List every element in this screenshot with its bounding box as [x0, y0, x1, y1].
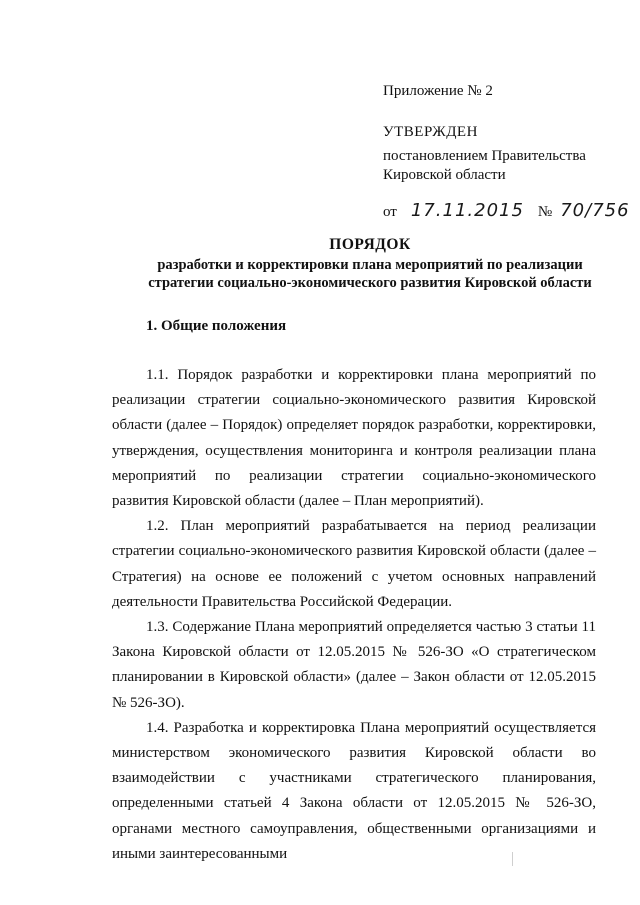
title-main: ПОРЯДОК [329, 236, 411, 253]
paragraph-1-2: 1.2. План мероприятий разрабатывается на период реализации стратегии социально-экономического развития Кировской области (далее – Стратегия) на основе ее положений с учетом основных направлений деятельности Правительства Российской Федерации. [112, 518, 596, 610]
decree-text: постановлением Правительства Кировской области [383, 148, 586, 183]
section-heading: 1. Общие положения [146, 318, 287, 334]
date-prefix: от [383, 204, 397, 220]
number-sign: № [537, 204, 553, 220]
approval-block [383, 82, 630, 222]
paragraph-1-1: 1.1. Порядок разработки и корректировки плана мероприятий по реализации стратегии социально-экономического развития Кировской области (далее – Порядок) определяет порядок разработки, корректировки, утверждения, осуществления мониторинга и контроля реализации плана мероприятий по реализации стратегии социально-экономического развития Кировской области (далее – План мероприятий). [112, 367, 596, 510]
title-subtitle-line-1: разработки и корректировки плана мероприятий по реализации [157, 257, 583, 273]
annex-label: Приложение № 2 [383, 83, 493, 99]
paragraph-1-4: 1.4. Разработка и корректировка Плана мероприятий осуществляется министерством экономического развития Кировской области во взаимодействии с участниками стратегического планирования, определенными статьей 4 Закона области от 12.05.2015 № 526-ЗО, органами местного самоуправления, общественными организациями и иными заинтересованными [112, 719, 596, 862]
title-subtitle-line-2: стратегии социально-экономического развития Кировской области [148, 275, 592, 291]
scan-mark [512, 852, 513, 866]
document-title [90, 236, 640, 292]
body-text [112, 363, 596, 867]
handwritten-date: 17.11.2015 [410, 200, 524, 221]
date-number-line [383, 200, 630, 222]
handwritten-number: 70/756 [560, 200, 630, 221]
paragraph-1-3: 1.3. Содержание Плана мероприятий определяется частью 3 статьи 11 Закона Кировской области от 12.05.2015 № 526-ЗО «О стратегическом планировании в Кировской области» (далее – Закон области от 12.05.2015 № 526-ЗО). [112, 619, 596, 711]
approved-label: УТВЕРЖДЕН [383, 124, 478, 140]
